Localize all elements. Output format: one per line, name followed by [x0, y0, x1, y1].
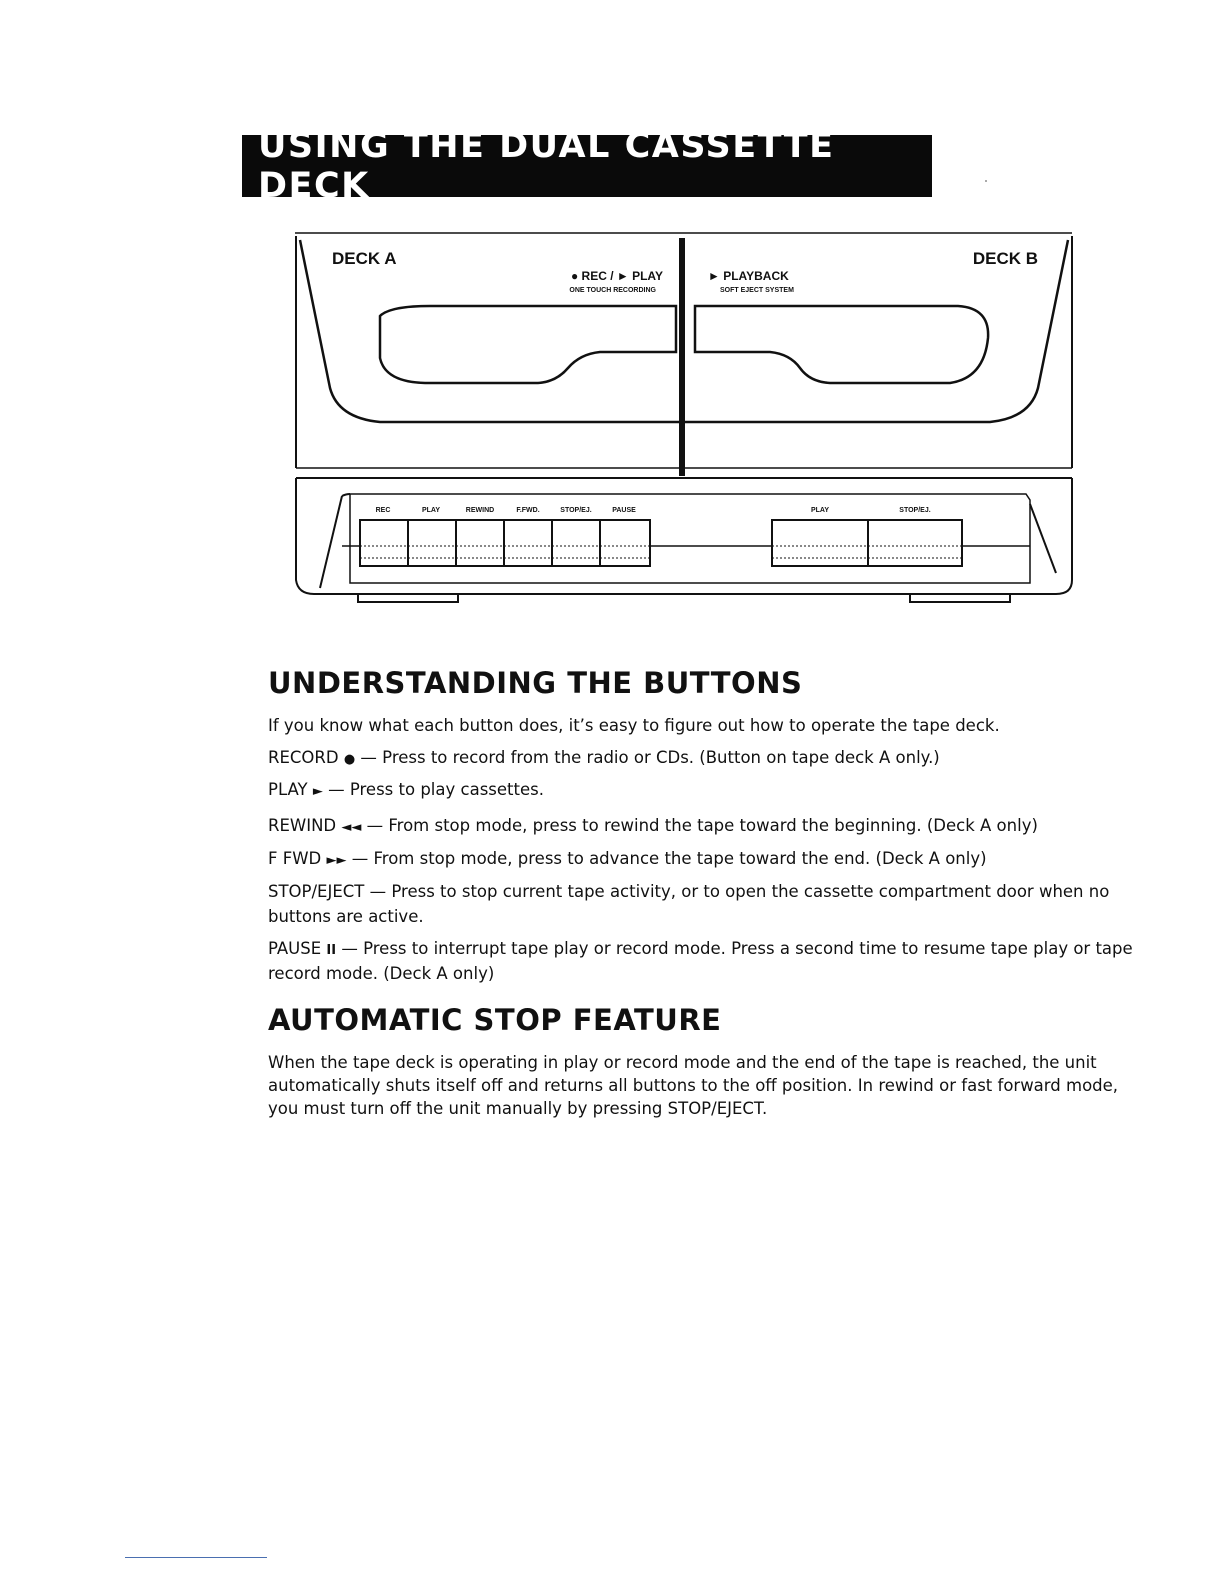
stop-eject-desc: — Press to stop current tape activity, or to open the cassette compartment door when no buttons are active. — [268, 882, 1110, 926]
record-item — [268, 746, 1148, 771]
deck-a-rewind-label: REWIND — [465, 507, 495, 514]
deck-a-label: DECK A — [332, 249, 397, 268]
deck-b-label: DECK B — [972, 249, 1038, 268]
play-name: PLAY — [268, 780, 308, 799]
one-touch-label: ONE TOUCH RECORDING — [569, 287, 656, 294]
deck-a-rec-label: REC — [375, 507, 391, 514]
rec-play-label: ● REC / ► PLAY — [570, 269, 663, 283]
play-item — [268, 778, 1148, 803]
record-desc: — Press to record from the radio or CDs. (Button on tape deck A only.) — [355, 748, 940, 767]
deck-a-ffwd-label: F.FWD. — [516, 507, 540, 514]
pause-desc: — Press to interrupt tape play or record mode. Press a second time to resume tape play or tape record mode. (Deck A only) — [268, 939, 1133, 983]
record-name: RECORD — [268, 748, 339, 767]
deck-a-pause-label: PAUSE — [612, 507, 636, 514]
rewind-symbol-icon: ◄◄ — [341, 820, 362, 835]
record-symbol-icon: ● — [343, 752, 356, 767]
scan-speck — [985, 180, 987, 182]
page-title: USING THE DUAL CASSETTE DECK — [258, 126, 835, 206]
title-banner — [242, 126, 932, 206]
deck-b-play-label: PLAY — [810, 507, 830, 514]
cassette-deck-diagram — [290, 228, 1076, 608]
deck-a-stop-label: STOP/EJ. — [560, 507, 592, 514]
footer-rule — [125, 1557, 267, 1558]
soft-eject-label: SOFT EJECT SYSTEM — [720, 287, 794, 294]
understanding-buttons-heading: UNDERSTANDING THE BUTTONS — [268, 666, 803, 700]
automatic-stop-heading: AUTOMATIC STOP FEATURE — [268, 1003, 722, 1037]
play-symbol-icon: ► — [312, 784, 323, 799]
playback-label: ► PLAYBACK — [708, 269, 789, 283]
pause-item — [268, 937, 1148, 985]
play-desc: — Press to play cassettes. — [322, 780, 544, 799]
rewind-desc: — From stop mode, press to rewind the tape toward the beginning. (Deck A only) — [361, 816, 1038, 835]
deck-a-play-label: PLAY — [421, 507, 441, 514]
deck-a-button-row — [360, 520, 650, 566]
stop-eject-name: STOP/EJECT — [268, 882, 365, 901]
rewind-item — [268, 814, 1148, 839]
pause-name: PAUSE — [268, 939, 322, 958]
ffwd-name: F FWD — [268, 849, 322, 868]
ffwd-item — [268, 847, 1148, 872]
ffwd-desc: — From stop mode, press to advance the tape toward the end. (Deck A only) — [346, 849, 987, 868]
pause-symbol-icon: II — [326, 943, 337, 958]
rewind-name: REWIND — [268, 816, 337, 835]
intro-text: If you know what each button does, it’s easy to figure out how to operate the tape deck. — [268, 716, 1000, 735]
ffwd-symbol-icon: ►► — [326, 853, 347, 868]
deck-b-stop-label: STOP/EJ. — [899, 507, 931, 514]
automatic-stop-text: When the tape deck is operating in play or record mode and the end of the tape is reached, the unit automatically shuts itself off and returns all buttons to the off position. In rewind or fast forward mode, you must turn off the unit manually by pressing STOP/EJECT. — [268, 1053, 1119, 1118]
deck-b-button-row — [772, 520, 962, 566]
stop-eject-item — [268, 880, 1148, 928]
